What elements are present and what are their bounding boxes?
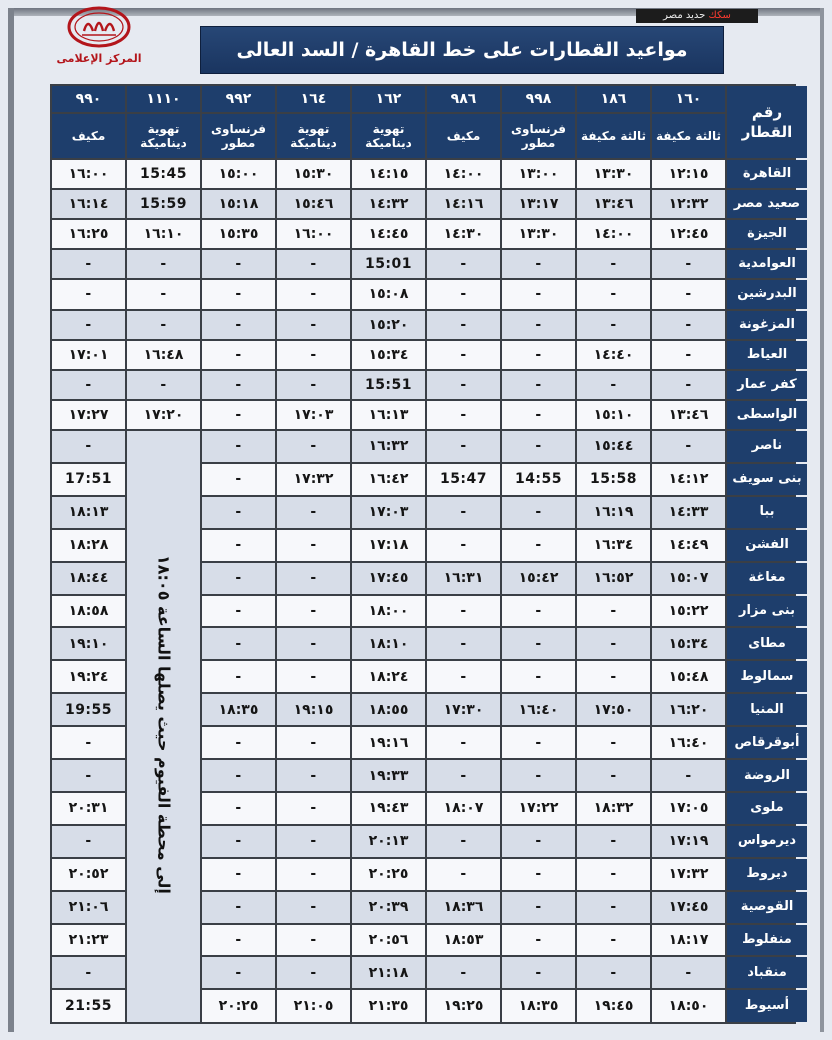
table-row bbox=[52, 190, 807, 218]
station-name: كفر عمار bbox=[727, 371, 807, 399]
time-cell: ١٨:٠٠ bbox=[352, 596, 425, 627]
time-cell: ١٦:٣١ bbox=[427, 563, 500, 594]
time-cell: ١٦:١٣ bbox=[352, 401, 425, 429]
time-cell: - bbox=[577, 925, 650, 956]
time-cell: ١٥:٣٠ bbox=[277, 160, 350, 188]
time-cell: - bbox=[427, 371, 500, 399]
time-cell: - bbox=[427, 661, 500, 692]
time-cell: ١٥:٠٧ bbox=[652, 563, 725, 594]
train-number: ٩٩٨ bbox=[502, 86, 575, 112]
time-cell: - bbox=[502, 497, 575, 528]
station-name: ديرمواس bbox=[727, 826, 807, 857]
time-cell: - bbox=[502, 892, 575, 923]
brand-suffix: حديد مصر bbox=[663, 10, 706, 21]
time-cell: ١٥:٤٤ bbox=[577, 431, 650, 462]
time-cell: - bbox=[502, 431, 575, 462]
time-cell: - bbox=[202, 280, 275, 308]
time-cell: - bbox=[52, 727, 125, 758]
time-cell: ١٣:٤٦ bbox=[577, 190, 650, 218]
time-cell: ١٦:٥٢ bbox=[577, 563, 650, 594]
time-cell: ١٤:٣٠ bbox=[427, 220, 500, 248]
time-cell: 15:47 bbox=[427, 464, 500, 495]
time-cell: ١٥:٣٤ bbox=[352, 341, 425, 369]
train-number: ٩٨٦ bbox=[427, 86, 500, 112]
station-name: ببا bbox=[727, 497, 807, 528]
time-cell: ١٨:٢٤ bbox=[352, 661, 425, 692]
time-cell: ١٥:٣٥ bbox=[202, 220, 275, 248]
time-cell: ١٤:٣٢ bbox=[352, 190, 425, 218]
time-cell: ١٥:٢٢ bbox=[652, 596, 725, 627]
egyptian-railways-emblem-icon bbox=[62, 5, 136, 51]
table-row bbox=[52, 220, 807, 248]
time-cell: ١٧:٣٢ bbox=[277, 464, 350, 495]
fayoum-note-cell bbox=[127, 431, 200, 1022]
time-cell: ١٢:٤٥ bbox=[652, 220, 725, 248]
station-name: القوصية bbox=[727, 892, 807, 923]
time-cell: - bbox=[577, 250, 650, 278]
time-cell: - bbox=[202, 925, 275, 956]
time-cell: ١٤:٤٥ bbox=[352, 220, 425, 248]
station-name: الجيزة bbox=[727, 220, 807, 248]
time-cell: ٢٠:٥٦ bbox=[352, 925, 425, 956]
time-cell: 15:45 bbox=[127, 160, 200, 188]
time-cell: 15:01 bbox=[352, 250, 425, 278]
time-cell: - bbox=[277, 311, 350, 339]
time-cell: - bbox=[577, 727, 650, 758]
time-cell: ١٩:١٦ bbox=[352, 727, 425, 758]
time-cell: ١٩:٢٤ bbox=[52, 661, 125, 692]
train-type: فرنساوى مطور bbox=[502, 114, 575, 158]
time-cell: - bbox=[502, 925, 575, 956]
time-cell: - bbox=[277, 596, 350, 627]
time-cell: ١٨:٣٥ bbox=[502, 990, 575, 1022]
time-cell: - bbox=[277, 628, 350, 659]
station-name: العوامدية bbox=[727, 250, 807, 278]
time-cell: - bbox=[277, 250, 350, 278]
time-cell: ٢٠:٣١ bbox=[52, 793, 125, 824]
time-cell: - bbox=[202, 826, 275, 857]
station-name: مطاى bbox=[727, 628, 807, 659]
time-cell: - bbox=[202, 341, 275, 369]
time-cell: - bbox=[652, 280, 725, 308]
station-name: منقباد bbox=[727, 957, 807, 988]
time-cell: 21:55 bbox=[52, 990, 125, 1022]
time-cell: - bbox=[127, 250, 200, 278]
station-name: أسيوط bbox=[727, 990, 807, 1022]
time-cell: ١٣:٣٠ bbox=[577, 160, 650, 188]
time-cell: - bbox=[652, 371, 725, 399]
time-cell: ١٧:٠١ bbox=[52, 341, 125, 369]
table-row bbox=[52, 280, 807, 308]
time-cell: ١٦:٤٠ bbox=[502, 694, 575, 725]
time-cell: - bbox=[427, 311, 500, 339]
time-cell: ١٥:٣٤ bbox=[652, 628, 725, 659]
schedule-table-wrapper bbox=[50, 84, 802, 1024]
time-cell: ١٧:٠٣ bbox=[352, 497, 425, 528]
time-cell: - bbox=[502, 727, 575, 758]
time-cell: ٢٠:١٣ bbox=[352, 826, 425, 857]
time-cell: ١٤:٠٠ bbox=[577, 220, 650, 248]
time-cell: ١٦:٢٠ bbox=[652, 694, 725, 725]
time-cell: - bbox=[277, 826, 350, 857]
time-cell: - bbox=[652, 341, 725, 369]
table-row bbox=[52, 160, 807, 188]
time-cell: ٢١:٠٥ bbox=[277, 990, 350, 1022]
time-cell: - bbox=[202, 563, 275, 594]
time-cell: - bbox=[202, 311, 275, 339]
time-cell: - bbox=[202, 371, 275, 399]
time-cell: - bbox=[652, 311, 725, 339]
time-cell: 19:55 bbox=[52, 694, 125, 725]
time-cell: - bbox=[502, 760, 575, 791]
time-cell: - bbox=[577, 892, 650, 923]
time-cell: ١٧:١٩ bbox=[652, 826, 725, 857]
time-cell: ١٤:٤٠ bbox=[577, 341, 650, 369]
time-cell: ١٧:٤٥ bbox=[352, 563, 425, 594]
time-cell: - bbox=[577, 280, 650, 308]
time-cell: - bbox=[427, 628, 500, 659]
table-row bbox=[52, 431, 807, 462]
table-row bbox=[52, 401, 807, 429]
time-cell: - bbox=[502, 530, 575, 561]
time-cell: ١٤:١٦ bbox=[427, 190, 500, 218]
time-cell: - bbox=[202, 250, 275, 278]
time-cell: ١٦:٤٨ bbox=[127, 341, 200, 369]
train-number: ١١١٠ bbox=[127, 86, 200, 112]
time-cell: ٢١:١٨ bbox=[352, 957, 425, 988]
time-cell: - bbox=[202, 401, 275, 429]
time-cell: - bbox=[502, 401, 575, 429]
station-name: المنيا bbox=[727, 694, 807, 725]
time-cell: ١٨:١٠ bbox=[352, 628, 425, 659]
time-cell: - bbox=[52, 311, 125, 339]
time-cell: ٢٠:٢٥ bbox=[202, 990, 275, 1022]
train-number-header: رقم القطار bbox=[727, 86, 807, 158]
time-cell: ١٨:١٣ bbox=[52, 497, 125, 528]
station-name: صعيد مصر bbox=[727, 190, 807, 218]
page-title: مواعيد القطارات على خط القاهرة / السد العالى bbox=[200, 26, 724, 74]
station-name: الفشن bbox=[727, 530, 807, 561]
time-cell: ١٢:٣٢ bbox=[652, 190, 725, 218]
time-cell: - bbox=[277, 280, 350, 308]
time-cell: ٢٠:٢٥ bbox=[352, 859, 425, 890]
time-cell: ٢٠:٣٩ bbox=[352, 892, 425, 923]
time-cell: ١٨:٥٨ bbox=[52, 596, 125, 627]
time-cell: - bbox=[427, 859, 500, 890]
time-cell: ١٧:٢٧ bbox=[52, 401, 125, 429]
table-row bbox=[52, 341, 807, 369]
time-cell: - bbox=[277, 957, 350, 988]
table-row bbox=[52, 250, 807, 278]
time-cell: - bbox=[502, 596, 575, 627]
time-cell: - bbox=[502, 859, 575, 890]
time-cell: ١٧:٤٥ bbox=[652, 892, 725, 923]
time-cell: - bbox=[427, 530, 500, 561]
time-cell: ١٦:١٤ bbox=[52, 190, 125, 218]
time-cell: - bbox=[202, 957, 275, 988]
brand-prefix: سكك bbox=[708, 10, 731, 21]
time-cell: ١٥:٤٢ bbox=[502, 563, 575, 594]
time-cell: ١٨:١٧ bbox=[652, 925, 725, 956]
time-cell: - bbox=[502, 957, 575, 988]
time-cell: ١٥:١٨ bbox=[202, 190, 275, 218]
time-cell: - bbox=[52, 957, 125, 988]
train-number: ١٦٢ bbox=[352, 86, 425, 112]
station-name: بنى مزار bbox=[727, 596, 807, 627]
time-cell: - bbox=[127, 311, 200, 339]
time-cell: ١٤:٠٠ bbox=[427, 160, 500, 188]
right-frame-bar bbox=[820, 8, 824, 1032]
time-cell: - bbox=[652, 957, 725, 988]
time-cell: - bbox=[427, 280, 500, 308]
time-cell: - bbox=[652, 250, 725, 278]
time-cell: ١٧:٢٠ bbox=[127, 401, 200, 429]
time-cell: ١٨:٥٥ bbox=[352, 694, 425, 725]
train-number: ١٦٠ bbox=[652, 86, 725, 112]
time-cell: ١٧:٠٣ bbox=[277, 401, 350, 429]
time-cell: - bbox=[52, 431, 125, 462]
time-cell: ١٣:٠٠ bbox=[502, 160, 575, 188]
time-cell: ١٨:٥٠ bbox=[652, 990, 725, 1022]
time-cell: ١٣:٣٠ bbox=[502, 220, 575, 248]
time-cell: ١٥:٤٦ bbox=[277, 190, 350, 218]
time-cell: - bbox=[577, 596, 650, 627]
time-cell: ١٨:٣٥ bbox=[202, 694, 275, 725]
time-cell: - bbox=[427, 727, 500, 758]
station-name: أبوقرقاص bbox=[727, 727, 807, 758]
time-cell: - bbox=[202, 661, 275, 692]
time-cell: ١٥:١٠ bbox=[577, 401, 650, 429]
time-cell: - bbox=[502, 661, 575, 692]
station-name: ديروط bbox=[727, 859, 807, 890]
time-cell: ١٩:٣٣ bbox=[352, 760, 425, 791]
time-cell: - bbox=[277, 530, 350, 561]
train-type: تهوية ديناميكة bbox=[352, 114, 425, 158]
time-cell: - bbox=[427, 401, 500, 429]
fayoum-note: إلى محطة الفيوم حيث يصلها الساعة ١٨:٠٥ bbox=[154, 555, 174, 894]
table-row bbox=[52, 311, 807, 339]
time-cell: - bbox=[277, 371, 350, 399]
time-cell: ١٤:١٥ bbox=[352, 160, 425, 188]
time-cell: - bbox=[277, 793, 350, 824]
time-cell: - bbox=[277, 497, 350, 528]
time-cell: ١٥:٠٠ bbox=[202, 160, 275, 188]
time-cell: ١٩:١٠ bbox=[52, 628, 125, 659]
time-cell: - bbox=[427, 596, 500, 627]
time-cell: ١٦:٣٢ bbox=[352, 431, 425, 462]
time-cell: ١٦:٠٠ bbox=[52, 160, 125, 188]
station-name: البدرشين bbox=[727, 280, 807, 308]
time-cell: ١٧:١٨ bbox=[352, 530, 425, 561]
time-cell: - bbox=[502, 250, 575, 278]
time-cell: - bbox=[52, 250, 125, 278]
time-cell: - bbox=[502, 280, 575, 308]
time-cell: ٢١:٢٣ bbox=[52, 925, 125, 956]
time-cell: - bbox=[202, 596, 275, 627]
station-name: الواسطى bbox=[727, 401, 807, 429]
time-cell: - bbox=[202, 497, 275, 528]
time-cell: - bbox=[202, 859, 275, 890]
station-name: بنى سويف bbox=[727, 464, 807, 495]
time-cell: ١٥:٠٨ bbox=[352, 280, 425, 308]
time-cell: ١٦:٠٠ bbox=[277, 220, 350, 248]
train-number: ١٨٦ bbox=[577, 86, 650, 112]
time-cell: - bbox=[127, 371, 200, 399]
time-cell: - bbox=[202, 628, 275, 659]
time-cell: ١٧:٠٥ bbox=[652, 793, 725, 824]
station-name: سمالوط bbox=[727, 661, 807, 692]
time-cell: ١٣:١٧ bbox=[502, 190, 575, 218]
time-cell: - bbox=[502, 371, 575, 399]
time-cell: - bbox=[52, 371, 125, 399]
media-center-logo bbox=[48, 5, 150, 71]
train-type: مكيف bbox=[52, 114, 125, 158]
time-cell: - bbox=[277, 563, 350, 594]
time-cell: 14:55 bbox=[502, 464, 575, 495]
station-name: القاهرة bbox=[727, 160, 807, 188]
time-cell: ١٨:٢٨ bbox=[52, 530, 125, 561]
train-number: ٩٩٢ bbox=[202, 86, 275, 112]
time-cell: ١٧:٣٢ bbox=[652, 859, 725, 890]
time-cell: ١٦:١٩ bbox=[577, 497, 650, 528]
time-cell: - bbox=[427, 497, 500, 528]
time-cell: - bbox=[277, 727, 350, 758]
time-cell: ٢١:٣٥ bbox=[352, 990, 425, 1022]
table-row bbox=[52, 371, 807, 399]
time-cell: ١٧:٢٢ bbox=[502, 793, 575, 824]
time-cell: ١٨:٣٢ bbox=[577, 793, 650, 824]
time-cell: - bbox=[277, 892, 350, 923]
time-cell: ١٧:٣٠ bbox=[427, 694, 500, 725]
train-type: تهوية ديناميكة bbox=[127, 114, 200, 158]
brand-badge bbox=[636, 9, 758, 23]
time-cell: - bbox=[577, 661, 650, 692]
time-cell: - bbox=[202, 760, 275, 791]
time-cell: - bbox=[277, 661, 350, 692]
time-cell: - bbox=[652, 431, 725, 462]
time-cell: - bbox=[502, 826, 575, 857]
time-cell: - bbox=[577, 628, 650, 659]
station-name: مغاغة bbox=[727, 563, 807, 594]
time-cell: - bbox=[427, 957, 500, 988]
time-cell: ٢١:٠٦ bbox=[52, 892, 125, 923]
time-cell: - bbox=[202, 464, 275, 495]
time-cell: ١٨:٥٣ bbox=[427, 925, 500, 956]
time-cell: ٢٠:٥٢ bbox=[52, 859, 125, 890]
time-cell: ١٩:٤٥ bbox=[577, 990, 650, 1022]
station-name: العياط bbox=[727, 341, 807, 369]
time-cell: - bbox=[52, 280, 125, 308]
train-number: ١٦٤ bbox=[277, 86, 350, 112]
schedule-table bbox=[50, 84, 809, 1024]
time-cell: - bbox=[202, 530, 275, 561]
time-cell: - bbox=[502, 341, 575, 369]
train-type: فرنساوى مطور bbox=[202, 114, 275, 158]
time-cell: ١٨:٣٦ bbox=[427, 892, 500, 923]
time-cell: - bbox=[502, 311, 575, 339]
station-name: المزغونة bbox=[727, 311, 807, 339]
time-cell: - bbox=[52, 760, 125, 791]
time-cell: - bbox=[427, 250, 500, 278]
time-cell: ١٨:٠٧ bbox=[427, 793, 500, 824]
time-cell: ١٦:٤٢ bbox=[352, 464, 425, 495]
train-type: مكيف bbox=[427, 114, 500, 158]
time-cell: ١٤:١٢ bbox=[652, 464, 725, 495]
time-cell: - bbox=[427, 760, 500, 791]
time-cell: - bbox=[277, 859, 350, 890]
train-type: ثالثة مكيفة bbox=[652, 114, 725, 158]
time-cell: ١٩:١٥ bbox=[277, 694, 350, 725]
time-cell: ١٥:٢٠ bbox=[352, 311, 425, 339]
time-cell: ١٨:٤٤ bbox=[52, 563, 125, 594]
time-cell: ١٢:١٥ bbox=[652, 160, 725, 188]
time-cell: ١٩:٢٥ bbox=[427, 990, 500, 1022]
time-cell: - bbox=[427, 341, 500, 369]
time-cell: - bbox=[652, 760, 725, 791]
time-cell: 15:58 bbox=[577, 464, 650, 495]
time-cell: ١٦:٢٥ bbox=[52, 220, 125, 248]
train-type: ثالثة مكيفة bbox=[577, 114, 650, 158]
time-cell: ١٣:٤٦ bbox=[652, 401, 725, 429]
train-number: ٩٩٠ bbox=[52, 86, 125, 112]
time-cell: - bbox=[127, 280, 200, 308]
time-cell: - bbox=[277, 341, 350, 369]
logo-caption: المركز الإعلامى bbox=[56, 52, 142, 65]
left-frame-bar bbox=[8, 8, 14, 1032]
time-cell: ١٥:٤٨ bbox=[652, 661, 725, 692]
time-cell: 15:51 bbox=[352, 371, 425, 399]
time-cell: - bbox=[52, 826, 125, 857]
time-cell: ١٦:٣٤ bbox=[577, 530, 650, 561]
time-cell: ١٤:٣٣ bbox=[652, 497, 725, 528]
time-cell: - bbox=[577, 826, 650, 857]
time-cell: - bbox=[427, 826, 500, 857]
time-cell: - bbox=[577, 760, 650, 791]
time-cell: - bbox=[202, 793, 275, 824]
time-cell: - bbox=[202, 727, 275, 758]
time-cell: - bbox=[577, 311, 650, 339]
time-cell: - bbox=[427, 431, 500, 462]
time-cell: ١٦:٤٠ bbox=[652, 727, 725, 758]
time-cell: - bbox=[277, 925, 350, 956]
time-cell: - bbox=[502, 628, 575, 659]
time-cell: - bbox=[577, 957, 650, 988]
time-cell: 17:51 bbox=[52, 464, 125, 495]
time-cell: - bbox=[577, 371, 650, 399]
time-cell: - bbox=[577, 859, 650, 890]
time-cell: ١٤:٤٩ bbox=[652, 530, 725, 561]
station-name: ناصر bbox=[727, 431, 807, 462]
time-cell: - bbox=[277, 431, 350, 462]
time-cell: ١٧:٥٠ bbox=[577, 694, 650, 725]
time-cell: - bbox=[277, 760, 350, 791]
time-cell: - bbox=[202, 892, 275, 923]
station-name: الروضة bbox=[727, 760, 807, 791]
time-cell: ١٩:٤٣ bbox=[352, 793, 425, 824]
station-name: ملوى bbox=[727, 793, 807, 824]
time-cell: - bbox=[202, 431, 275, 462]
station-name: منفلوط bbox=[727, 925, 807, 956]
time-cell: ١٦:١٠ bbox=[127, 220, 200, 248]
train-type: تهوية ديناميكة bbox=[277, 114, 350, 158]
time-cell: 15:59 bbox=[127, 190, 200, 218]
